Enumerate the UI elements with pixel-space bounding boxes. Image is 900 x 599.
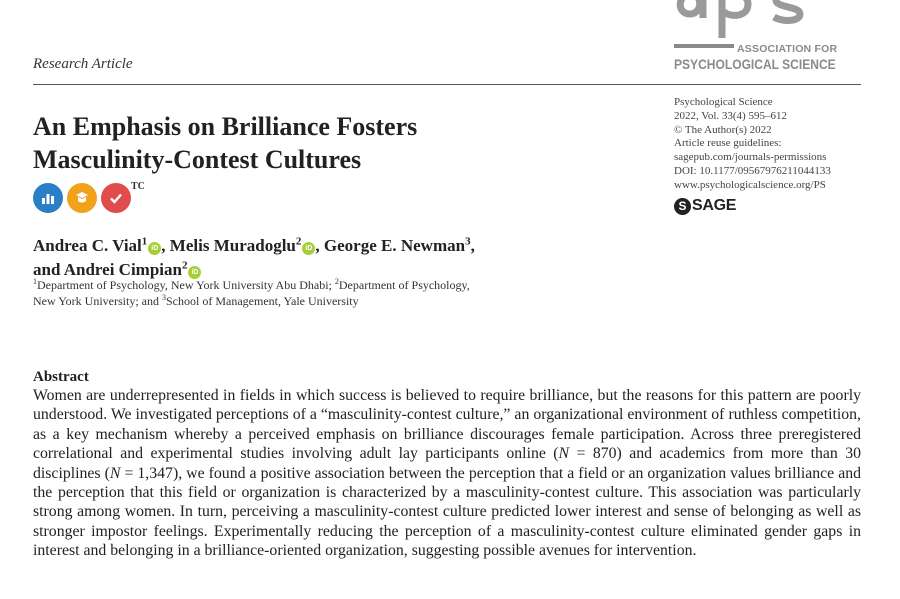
affil-text: School of Management, Yale University	[166, 294, 359, 308]
abstract-text-part: Women are underrepresented in fields in which success is believed to require brilliance, but the reasons for this pattern are poorly understood. We investigated perceptions of a “masculinity-contest culture,” an organizational environment of ruthless competition, as a key mechanism whereby a perceived emphasis on brilliance discourages female participation. Across three preregistered correlational and experimental studies involving adult lay participants online (	[33, 387, 861, 463]
orcid-icon[interactable]: iD	[188, 266, 201, 279]
author-separator: ,	[161, 236, 170, 255]
author-affil-sup: 3	[465, 235, 471, 248]
author-list	[33, 234, 653, 282]
open-data-badge-icon[interactable]	[33, 183, 63, 213]
journal-volume: 2022, Vol. 33(4) 595–612	[674, 109, 787, 122]
author-affil-sup: 2	[295, 235, 302, 248]
sage-wordmark: SAGE	[692, 197, 737, 214]
author-separator: ,	[470, 236, 475, 255]
author-affil-sup: 1	[141, 235, 148, 248]
author-name: Melis Muradoglu	[169, 236, 296, 255]
abstract-text-part: = 1,347), we found a positive association between the perception that a field or an organization values brilliance and the perception that this field or organization is characterized by a masculinity-contest culture. This association was particularly strong among women. In turn, perceiving a masculinity-contest culture predicted lower interest and sense of belonging as well as stronger impostor feelings. Experimentally reducing the perception of a masculinity-contest culture eliminated gender gaps in interest and belonging in a brilliance-oriented organization, suggesting possible avenues for intervention.	[33, 464, 862, 560]
preregistered-badge-icon[interactable]	[101, 183, 131, 213]
reuse-link[interactable]: sagepub.com/journals-permissions	[674, 151, 827, 164]
doi-link[interactable]: DOI: 10.1177/09567976211044133	[674, 164, 831, 177]
author-separator: ,	[315, 236, 324, 255]
affil-text: Department of Psychology, New York University Abu Dhabi;	[37, 278, 335, 292]
author-name: Andrea C. Vial	[33, 236, 142, 255]
open-materials-badge-icon[interactable]	[67, 183, 97, 213]
sage-mark-icon: S	[674, 198, 691, 215]
article-type: Research Article	[33, 56, 133, 72]
article-title	[33, 110, 633, 176]
journal-website-link[interactable]: www.psychologicalscience.org/PS	[674, 178, 826, 191]
publisher-name-line2: PSYCHOLOGICAL SCIENCE	[674, 56, 836, 72]
affil-sup: 1	[33, 277, 37, 286]
affil-sup: 3	[162, 293, 166, 302]
copyright: © The Author(s) 2022	[674, 123, 772, 136]
author-name: Andrei Cimpian	[63, 260, 182, 279]
reuse-label: Article reuse guidelines:	[674, 137, 782, 150]
affil-text: New York University; and	[33, 294, 162, 308]
orcid-icon[interactable]: iD	[302, 242, 315, 255]
header-rule	[33, 84, 861, 85]
badge-tc-label: TC	[131, 181, 145, 192]
title-line-2: Masculinity-Contest Cultures	[33, 145, 362, 174]
author-conjunction: and	[33, 260, 64, 279]
abstract-text-part: = 870) and academics from more than 30 disciplines (	[33, 445, 861, 482]
orcid-icon[interactable]: iD	[148, 242, 161, 255]
title-line-1: An Emphasis on Brilliance Fosters	[33, 112, 418, 141]
sample-size-symbol: N	[558, 445, 570, 463]
abstract-body	[33, 386, 861, 561]
abstract-heading: Abstract	[33, 369, 89, 385]
journal-metadata	[674, 96, 894, 193]
sample-size-symbol: N	[109, 464, 121, 482]
affil-sup: 2	[334, 277, 339, 286]
publisher-name-line1: ASSOCIATION FOR	[737, 43, 838, 55]
sage-logo	[674, 196, 736, 216]
affiliations	[33, 277, 593, 309]
author-affil-sup: 2	[181, 259, 188, 272]
affil-text: Department of Psychology,	[338, 278, 470, 292]
author-name: George E. Newman	[323, 236, 466, 255]
journal-name: Psychological Science	[674, 96, 773, 108]
